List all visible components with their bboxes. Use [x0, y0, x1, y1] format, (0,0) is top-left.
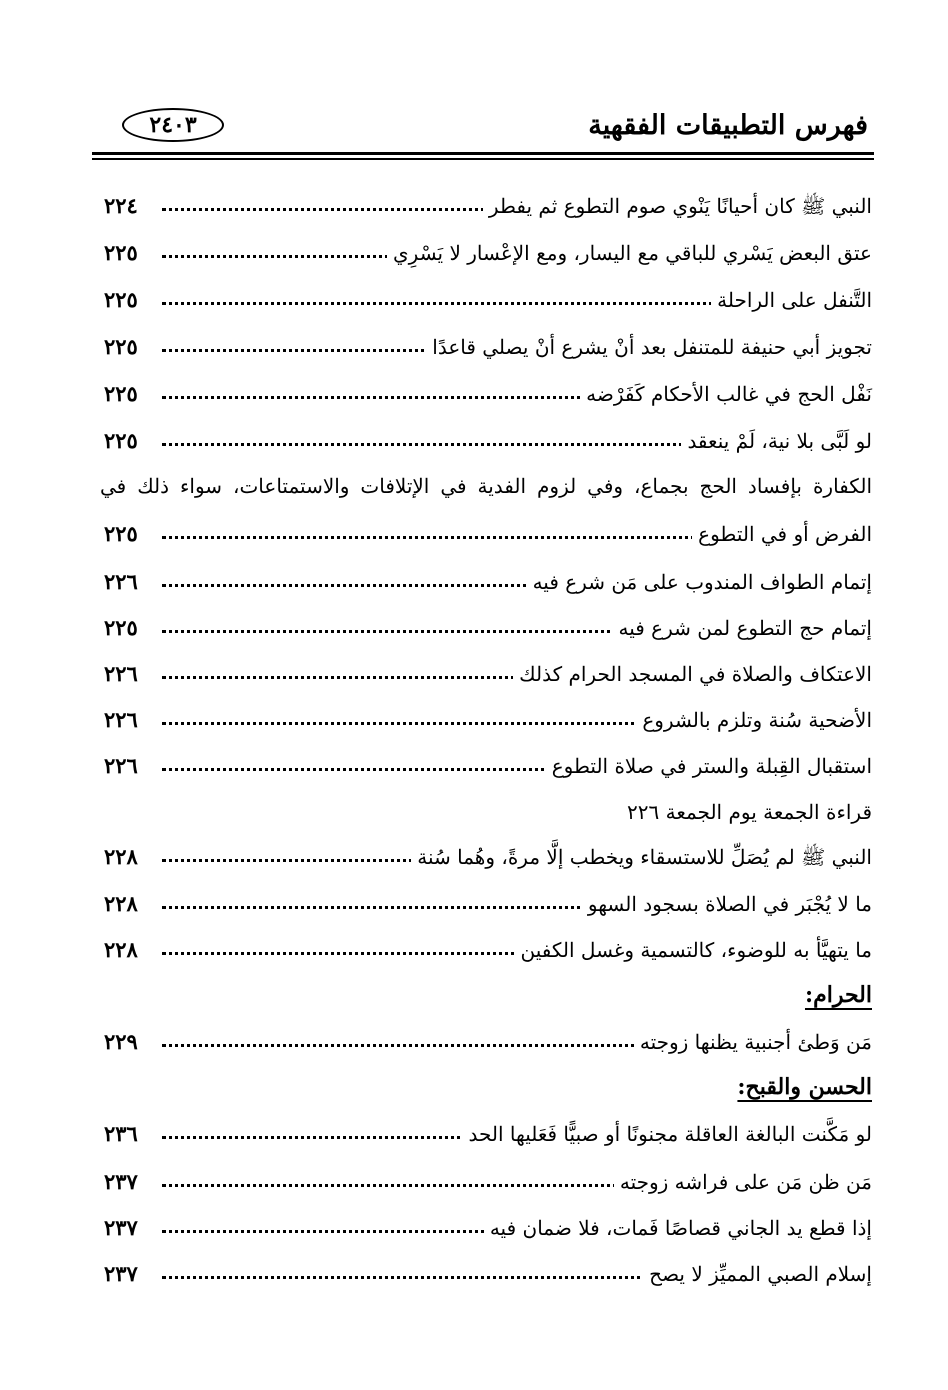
index-entry: [100, 421, 872, 461]
entry-text: لو لَبَّى بلا نية، لَمْ ينعقد: [681, 425, 872, 457]
index-entry: [100, 1022, 872, 1062]
entry-page-number: ٢٢٦: [104, 569, 138, 594]
entry-text: إتمام حج التطوع لمن شرع فيه: [612, 612, 872, 644]
entry-page-number: ٢٢٥: [104, 615, 138, 640]
entry-page-number: ٢٢٦: [104, 753, 138, 778]
section-heading-husn: الحسن والقبح:: [737, 1074, 872, 1100]
entry-text: النبي ﷺ كان أحيانًا يَنْوي صوم التطوع ثم يفطر: [483, 190, 872, 222]
entry-page-number: ٢٢٥: [104, 240, 138, 265]
entry-text: الأضحية سُنة وتلزم بالشروع: [636, 704, 872, 736]
entry-text: إتمام الطواف المندوب على مَن شرع فيه: [527, 566, 872, 598]
index-entry-continued: [100, 466, 872, 506]
entry-page-number: ٢٣٧: [104, 1169, 138, 1194]
entry-text: نَفْل الحج في غالب الأحكام كَفَرْضه: [580, 378, 872, 410]
entry-page-number: ٢٢٨: [104, 937, 138, 962]
index-entry: [100, 654, 872, 694]
index-entry: [100, 1254, 872, 1294]
entry-text: ما يتهيَّأ به للوضوء، كالتسمية وغسل الكفين: [515, 934, 873, 966]
index-entry: [100, 514, 872, 554]
index-entry: [100, 837, 872, 877]
index-entry: [100, 327, 872, 367]
index-entry: [100, 280, 872, 320]
entry-page-number: ٢٢٥: [104, 381, 138, 406]
entry-text: استقبال القِبلة والستر في صلاة التطوع: [546, 750, 872, 782]
entry-text: الاعتكاف والصلاة في المسجد الحرام كذلك: [513, 658, 872, 690]
entry-page-number: ٢٢٤: [104, 193, 138, 218]
index-entry: [100, 700, 872, 740]
entry-page-number: ٢٢٨: [104, 844, 138, 869]
entry-page-number: ٢٣٧: [104, 1215, 138, 1240]
index-entry: [100, 1162, 872, 1202]
entry-text: الكفارة بإفساد الحج بجماع، وفي لزوم الفدية في الإتلافات والاستمتاعات، سواء ذلك في: [100, 470, 872, 502]
index-entry: [100, 746, 872, 786]
entry-text: لو مَكَّنت البالغة العاقلة مجنونًا أو صبيًّا فَعَليها الحد: [462, 1118, 872, 1150]
entry-page-number: ٢٢٨: [104, 891, 138, 916]
entry-text: قراءة الجمعة يوم الجمعة ٢٢٦: [621, 796, 872, 828]
entry-text: إذا قطع يد الجاني قصاصًا فَمات، فلا ضمان فيه: [484, 1212, 872, 1244]
entry-page-number: ٢٢٥: [104, 428, 138, 453]
section-heading-haram: الحرام:: [804, 982, 872, 1008]
page-number: ٢٤٠٣: [122, 108, 224, 142]
index-entry: [100, 1208, 872, 1248]
entry-text: مَن وَطئ أجنبية يظنها زوجته: [634, 1026, 872, 1058]
index-entry: [100, 374, 872, 414]
entry-page-number: ٢٢٥: [104, 334, 138, 359]
entry-text: النبي ﷺ لم يُصَلِّ للاستسقاء ويخطب إلَّا مرةً، وهُما سُنة: [411, 841, 872, 873]
entry-page-number: ٢٢٦: [104, 707, 138, 732]
entry-text: الفرض أو في التطوع: [692, 518, 872, 550]
entry-text: إسلام الصبي المميِّز لا يصح: [643, 1258, 872, 1290]
entry-page-number: ٢٢٩: [104, 1029, 138, 1054]
entry-page-number: ٢٢٦: [104, 661, 138, 686]
leader-dots: [162, 302, 732, 305]
index-entry: [100, 884, 872, 924]
leader-dots: [162, 536, 732, 539]
entry-text: عتق البعض يَسْري للباقي مع اليسار، ومع الإعْسار لا يَسْرِي: [387, 237, 872, 269]
entry-text: مَن ظن مَن على فراشه زوجته: [614, 1166, 872, 1198]
entry-text: تجويز أبي حنيفة للمتنفل بعد أنْ يشرع أنْ يصلي قاعدًا: [426, 331, 872, 363]
header-title: فهرس التطبيقات الفقهية: [588, 110, 868, 141]
index-entry: [100, 930, 872, 970]
entry-page-number: ٢٣٧: [104, 1261, 138, 1286]
entry-page-number: ٢٢٥: [104, 521, 138, 546]
entry-page-number: ٢٣٦: [104, 1121, 138, 1146]
index-entry: [100, 186, 872, 226]
entry-text: ما لا يُجْبَر في الصلاة بسجود السهو: [582, 888, 872, 920]
index-entry: [100, 608, 872, 648]
entry-text: التَّنفل على الراحلة: [711, 284, 872, 316]
index-entry: [100, 1114, 872, 1154]
index-entry: [100, 562, 872, 602]
index-entry: [100, 792, 872, 832]
entry-page-number: ٢٢٥: [104, 287, 138, 312]
leader-dots: [162, 443, 732, 446]
index-entry: [100, 233, 872, 273]
